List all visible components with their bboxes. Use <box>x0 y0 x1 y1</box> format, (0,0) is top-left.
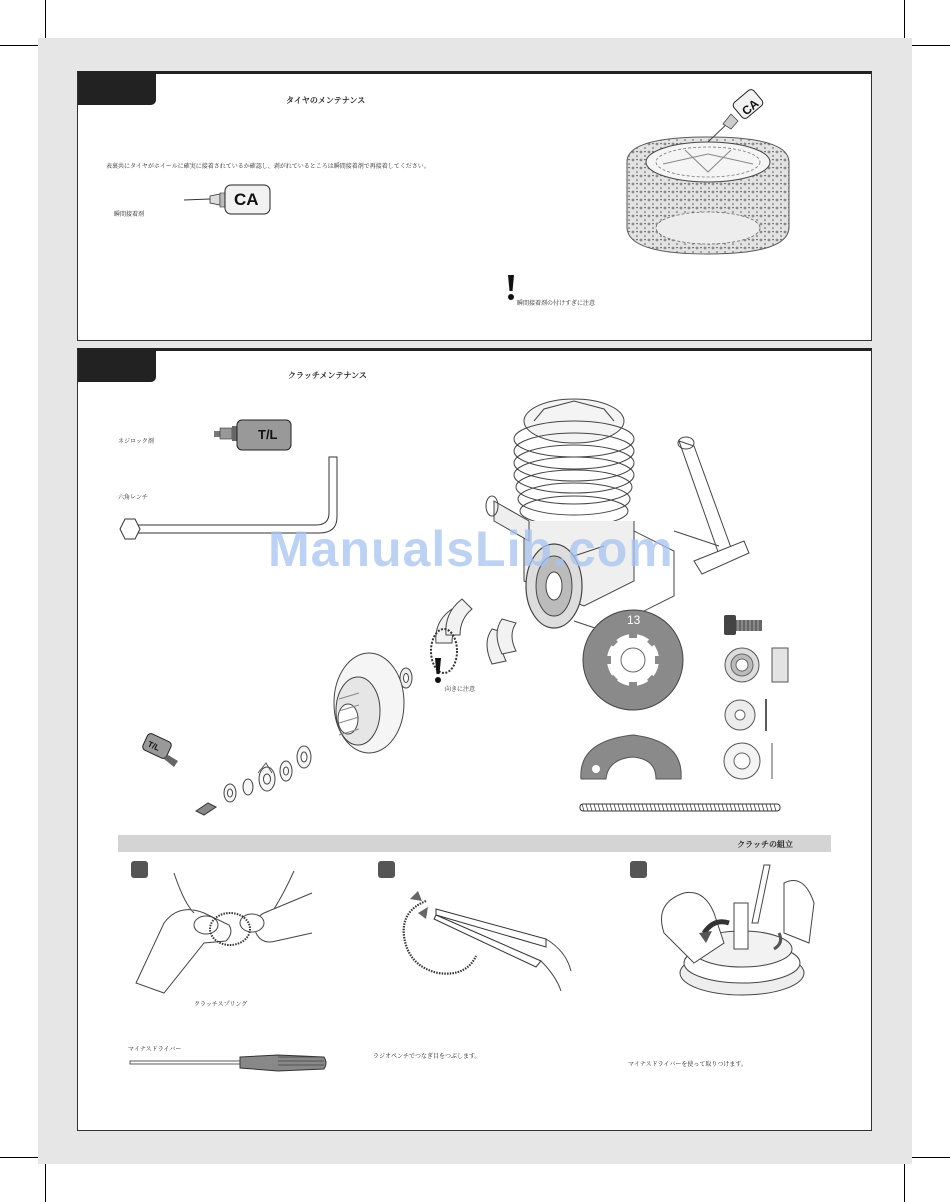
hex-wrench-label: 六角レンチ <box>118 494 148 501</box>
threadlock-tag: T/L <box>258 427 278 442</box>
crop-mark <box>904 1164 905 1202</box>
tire-illustration <box>623 96 793 277</box>
svg-text:CA: CA <box>739 96 762 119</box>
washer-thin-icon <box>724 741 784 781</box>
step-3-illustration <box>634 863 824 1013</box>
step-2-text: ラジオペンチでつなぎ目をつぶします。 <box>373 1053 481 1060</box>
assembly-header-bar <box>118 835 831 852</box>
watermark: ManualsLib.com <box>268 521 674 577</box>
crop-mark <box>0 1157 38 1158</box>
step-1-illustration <box>134 863 314 1003</box>
glue-caution: 瞬間接着剤の付けすぎに注意 <box>517 300 596 307</box>
clutch-spring-label: クラッチスプリング <box>194 1001 248 1008</box>
direction-caution: 向きに注意 <box>445 686 476 693</box>
step-2-badge <box>378 861 395 878</box>
clutch-spring-icon <box>578 801 788 815</box>
crop-mark <box>904 0 905 38</box>
flathead-driver-label: マイナスドライバー <box>128 1046 182 1053</box>
crop-mark <box>912 1157 950 1158</box>
washer-thick-icon <box>724 697 784 733</box>
clutch-shoe-icon <box>578 731 688 791</box>
step-2-illustration <box>396 881 576 1001</box>
crop-mark <box>45 0 46 38</box>
glue-tube-shape <box>184 184 274 216</box>
ca-tag: CA <box>234 190 259 209</box>
bearing-icon <box>724 647 794 687</box>
flathead-screwdriver-icon <box>128 1051 328 1075</box>
clutch-screw-icon <box>724 615 764 635</box>
ca-glue-tube-icon <box>184 184 274 216</box>
crop-mark <box>912 45 950 46</box>
section-tab <box>78 351 156 382</box>
clutch-section-title: クラッチメンテナンス <box>288 371 367 380</box>
threadlock-label: ネジロック剤 <box>118 438 154 445</box>
assembly-title: クラッチの組立 <box>737 840 793 849</box>
manual-page <box>38 38 912 1164</box>
clutch-maintenance-panel <box>77 348 872 1131</box>
clutch-gear-icon <box>578 605 688 715</box>
tire-instruction: 表裏共にタイヤがホイールに確実に接着されているか確認し、剥がれているところは瞬間接着剤で再接着してください。 <box>106 163 430 170</box>
tire-section-title: タイヤのメンテナンス <box>286 96 366 105</box>
svg-text:T/L: T/L <box>146 739 161 753</box>
tire-maintenance-panel <box>77 71 872 341</box>
step-3-text: マイナスドライバーを使って取りつけます。 <box>628 1061 747 1068</box>
gear-number: 13 <box>627 613 641 627</box>
glue-label: 瞬間接着剤 <box>114 211 145 218</box>
threadlock-small-icon <box>144 737 194 771</box>
section-tab <box>78 74 156 105</box>
crop-mark <box>0 45 38 46</box>
crop-mark <box>45 1164 46 1202</box>
